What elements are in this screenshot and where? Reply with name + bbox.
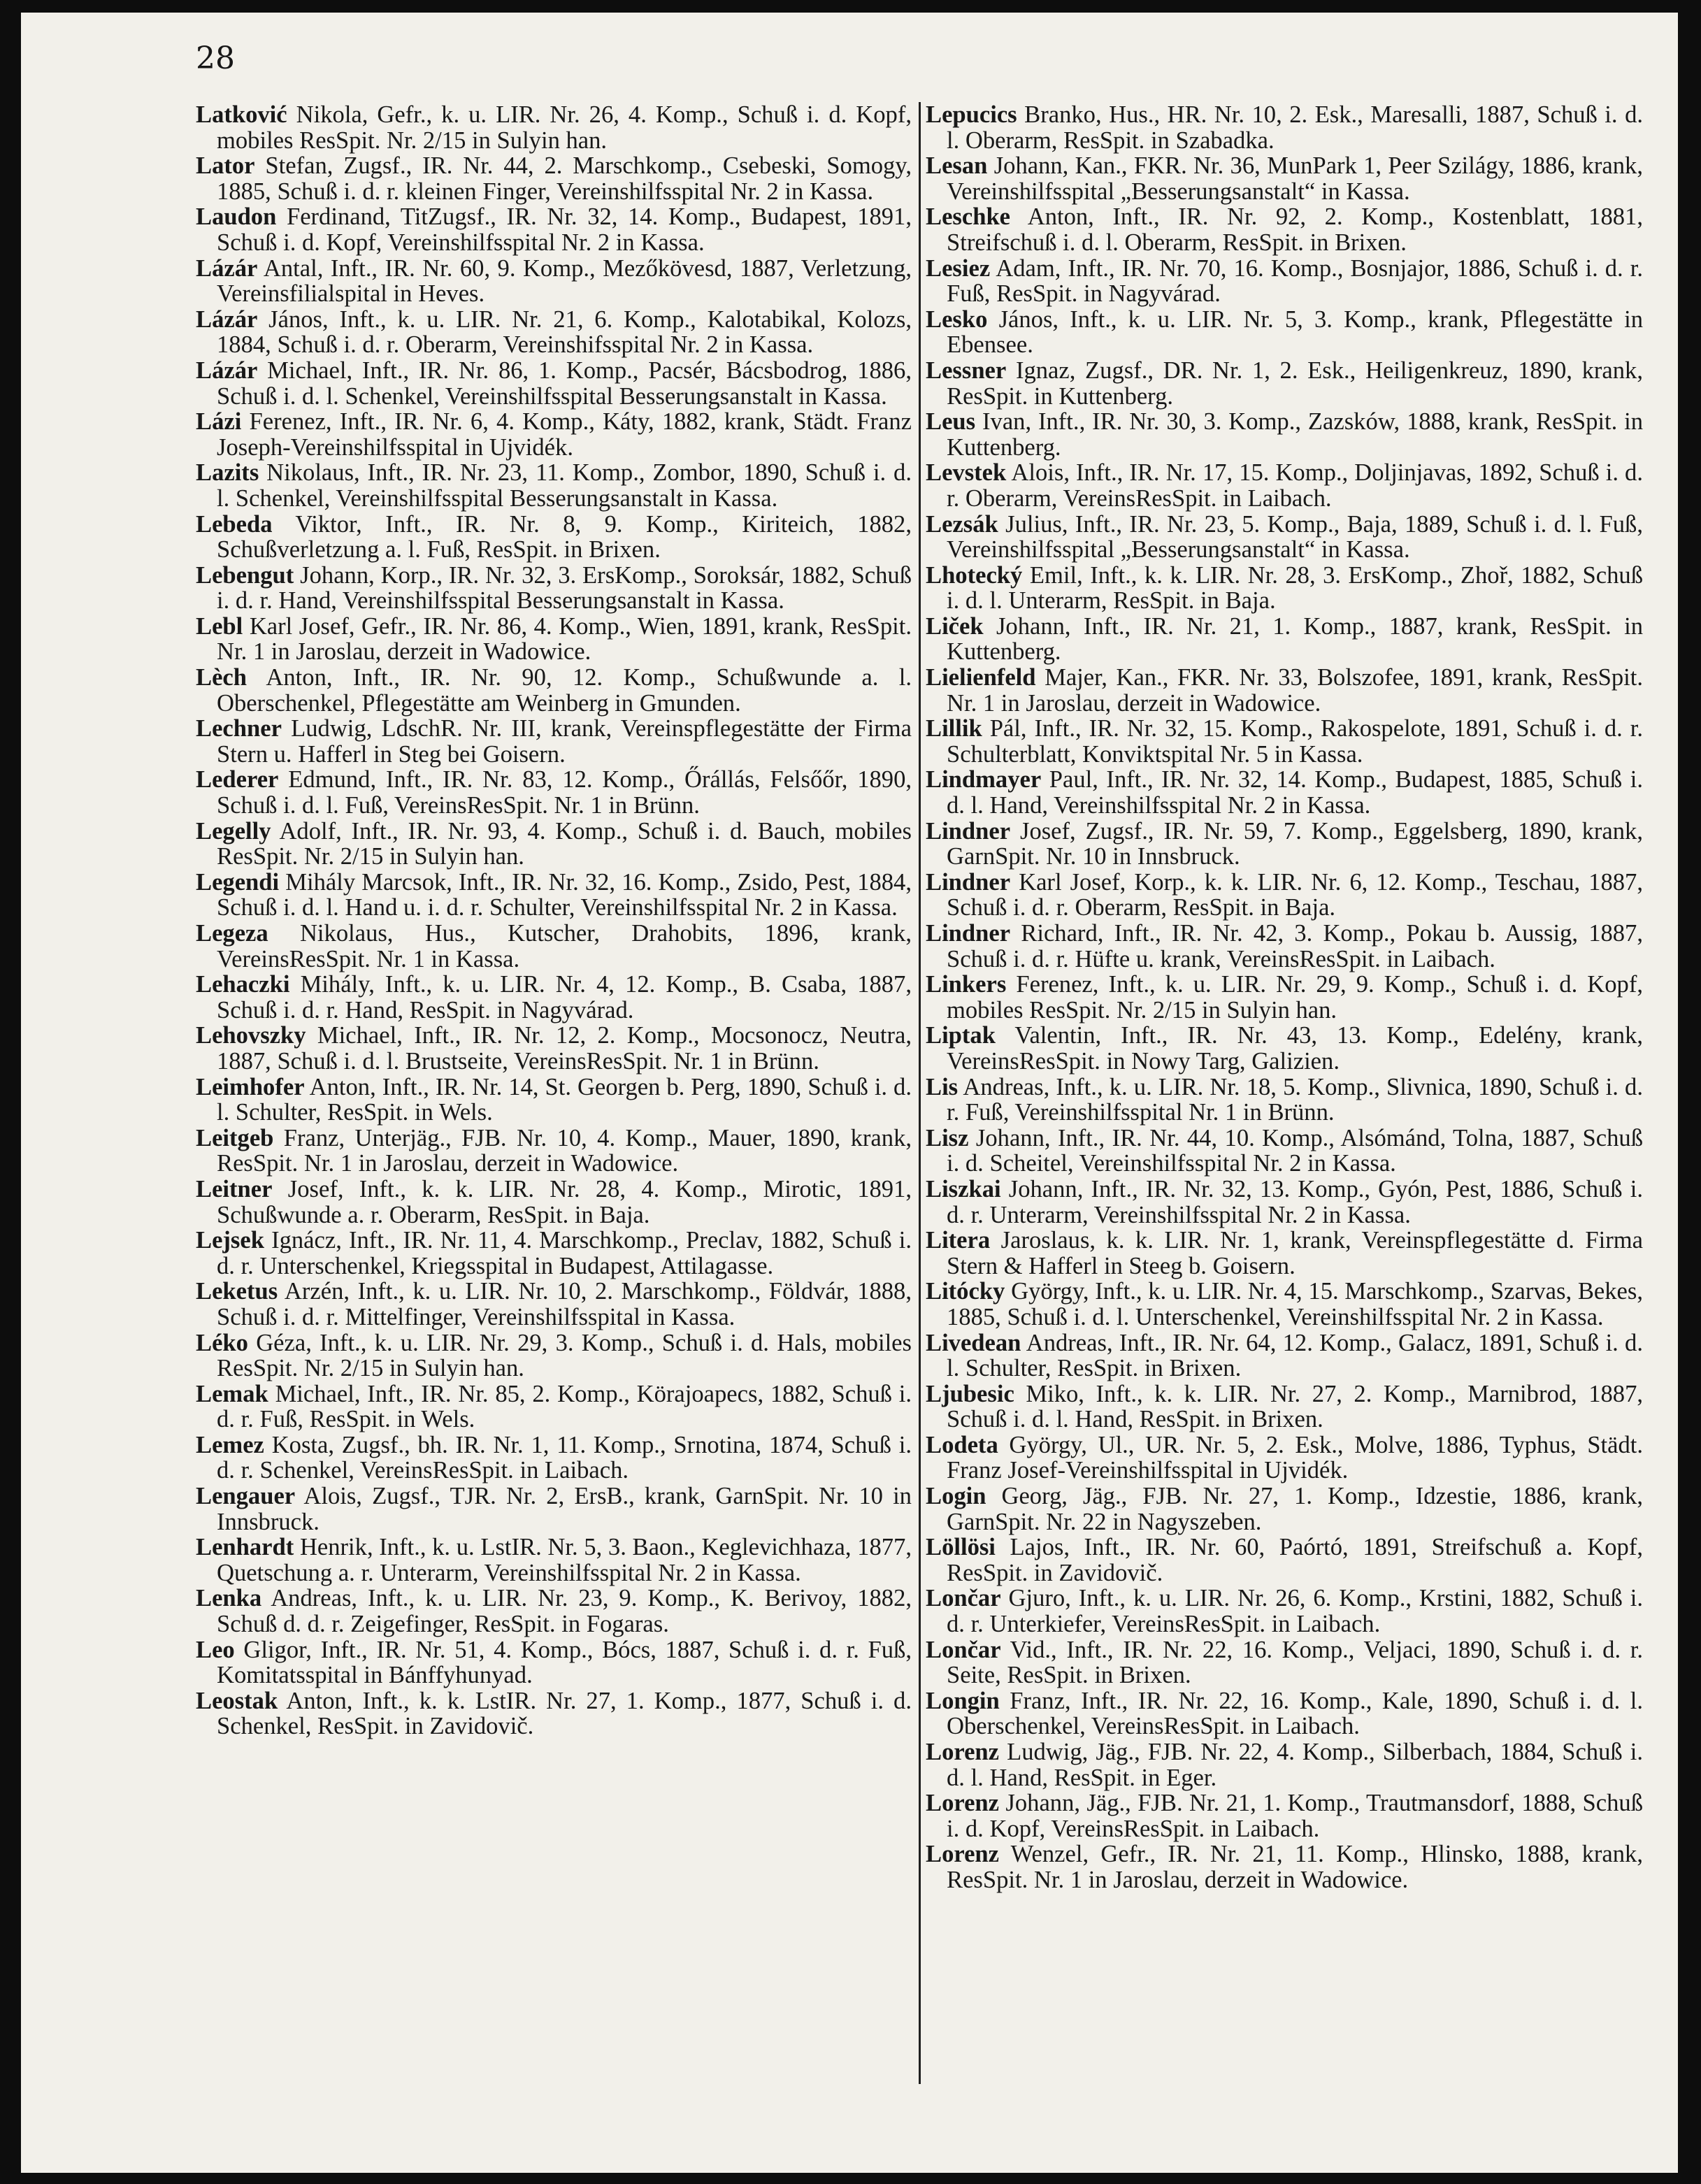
entry-surname: Livedean bbox=[926, 1329, 1021, 1356]
entry-surname: Liszkai bbox=[926, 1175, 1001, 1202]
register-entry bbox=[926, 1279, 1643, 1330]
entry-surname: Laudon bbox=[196, 203, 277, 231]
register-entry bbox=[926, 1586, 1643, 1637]
entry-details: Paul, Inft., IR. Nr. 32, 14. Komp., Budapest, 1885, Schuß i. d. l. Hand, Vereinshilfsspital Nr. 2 in Kassa. bbox=[947, 766, 1643, 819]
entry-surname: Leketus bbox=[196, 1278, 278, 1305]
page-number: 28 bbox=[196, 41, 235, 76]
register-entry bbox=[926, 102, 1643, 153]
entry-details: Ferdinand, TitZugsf., IR. Nr. 32, 14. Komp., Budapest, 1891, Schuß i. d. Kopf, Vereinshilfsspital Nr. 2 in Kassa. bbox=[217, 203, 912, 256]
entry-surname: Lindmayer bbox=[926, 766, 1042, 793]
entry-surname: Lončar bbox=[926, 1585, 1001, 1612]
entry-surname: Lebeda bbox=[196, 510, 273, 538]
entry-details: Ferenez, Inft., IR. Nr. 6, 4. Komp., Káty, 1882, krank, Städt. Franz Joseph-Vereinshilfsspital in Ujvidék. bbox=[217, 408, 912, 461]
entry-surname: Lillik bbox=[926, 715, 982, 742]
entry-surname: Lator bbox=[196, 152, 255, 180]
register-entry bbox=[196, 563, 912, 614]
entry-details: Arzén, Inft., k. u. LIR. Nr. 10, 2. Marschkomp., Földvár, 1888, Schuß i. d. r. Mittelfinger, Vereinshilfsspital in Kassa. bbox=[217, 1278, 912, 1330]
register-entry bbox=[196, 204, 912, 255]
register-entry bbox=[926, 614, 1643, 665]
entry-details: Anton, Inft., IR. Nr. 90, 12. Komp., Schußwunde a. l. Oberschenkel, Pflegestätte am Weinberg in Gmunden. bbox=[217, 664, 912, 717]
entry-surname: Litera bbox=[926, 1227, 991, 1254]
entry-details: Anton, Inft., IR. Nr. 92, 2. Komp., Kostenblatt, 1881, Streifschuß i. d. l. Oberarm, ResSpit. in Brixen. bbox=[947, 203, 1643, 256]
register-entry bbox=[196, 767, 912, 818]
entry-surname: Leus bbox=[926, 408, 976, 436]
entry-surname: Latković bbox=[196, 101, 287, 128]
entry-details: Karl Josef, Gefr., IR. Nr. 86, 4. Komp., Wien, 1891, krank, ResSpit. Nr. 1 in Jaroslau, derzeit in Wadowice. bbox=[217, 612, 912, 666]
register-entry bbox=[926, 1432, 1643, 1483]
entry-surname: Login bbox=[926, 1483, 986, 1510]
register-entry bbox=[196, 1177, 912, 1228]
register-entry bbox=[196, 358, 912, 409]
register-entry bbox=[196, 512, 912, 563]
entry-surname: Lázi bbox=[196, 408, 242, 436]
register-entry bbox=[926, 819, 1643, 870]
register-entry bbox=[196, 1688, 912, 1739]
entry-details: György, Inft., k. u. LIR. Nr. 4, 15. Marschkomp., Szarvas, Bekes, 1885, Schuß i. d. l. Unterschenkel, Vereinshilfsspital Nr. 2 in Kassa. bbox=[947, 1278, 1643, 1330]
entry-details: Branko, Hus., HR. Nr. 10, 2. Esk., Maresalli, 1887, Schuß i. d. l. Oberarm, ResSpit. in Szabadka. bbox=[947, 101, 1643, 154]
entry-surname: Lèch bbox=[196, 664, 247, 691]
entry-details: Josef, Inft., k. k. LIR. Nr. 28, 4. Komp., Mirotic, 1891, Schußwunde a. r. Oberarm, ResSpit. in Baja. bbox=[217, 1175, 912, 1228]
register-entry bbox=[926, 409, 1643, 460]
entry-surname: Lemak bbox=[196, 1380, 268, 1407]
register-entry bbox=[196, 307, 912, 358]
entry-surname: Lindner bbox=[926, 868, 1011, 896]
register-entry bbox=[926, 1841, 1643, 1892]
entry-surname: Legelly bbox=[196, 817, 271, 845]
entry-details: Stefan, Zugsf., IR. Nr. 44, 2. Marschkomp., Csebeski, Somogy, 1885, Schuß i. d. r. kleinen Finger, Vereinshilfsspital Nr. 2 in Kassa. bbox=[217, 152, 912, 205]
entry-surname: Linkers bbox=[926, 971, 1007, 998]
register-entry bbox=[926, 1228, 1643, 1279]
entry-surname: Longin bbox=[926, 1687, 1000, 1714]
entry-details: Edmund, Inft., IR. Nr. 83, 12. Komp., Őrállás, Felsőőr, 1890, Schuß i. d. l. Fuß, VereinsResSpit. Nr. 1 in Brünn. bbox=[217, 766, 912, 819]
entry-surname: Legeza bbox=[196, 920, 268, 947]
register-entry bbox=[926, 1075, 1643, 1126]
entry-surname: Lemez bbox=[196, 1431, 264, 1458]
entry-surname: Lorenz bbox=[926, 1841, 1000, 1868]
entry-details: Adam, Inft., IR. Nr. 70, 16. Komp., Bosnjajor, 1886, Schuß i. d. r. Fuß, ResSpit. in Nagyvárad. bbox=[947, 254, 1643, 308]
entry-surname: Lenka bbox=[196, 1585, 262, 1612]
entry-details: Adolf, Inft., IR. Nr. 93, 4. Komp., Schuß i. d. Bauch, mobiles ResSpit. Nr. 2/15 in Sulyin han. bbox=[217, 817, 912, 870]
entry-details: János, Inft., k. u. LIR. Nr. 21, 6. Komp., Kalotabikal, Kolozs, 1884, Schuß i. d. r. Oberarm, Vereinshifsspital Nr. 2 in Kassa. bbox=[217, 306, 912, 359]
register-entry bbox=[196, 716, 912, 767]
entry-details: Johann, Korp., IR. Nr. 32, 3. ErsKomp., Soroksár, 1882, Schuß i. d. r. Hand, Vereinshilfsspital Besserungsanstalt in Kassa. bbox=[217, 561, 912, 615]
register-entry bbox=[926, 307, 1643, 358]
entry-surname: Lessner bbox=[926, 357, 1007, 384]
register-entry bbox=[926, 1535, 1643, 1586]
entry-details: Géza, Inft., k. u. LIR. Nr. 29, 3. Komp., Schuß i. d. Hals, mobiles ResSpit. Nr. 2/15 in Sulyin han. bbox=[217, 1329, 912, 1382]
entry-surname: Levstek bbox=[926, 459, 1007, 487]
entry-details: Julius, Inft., IR. Nr. 23, 5. Komp., Baja, 1889, Schuß i. d. l. Fuß, Vereinshilfsspital „Besserungsanstalt“ in Kassa. bbox=[947, 510, 1643, 563]
register-entry bbox=[196, 1586, 912, 1637]
register-entry bbox=[196, 665, 912, 716]
register-entry bbox=[196, 1432, 912, 1483]
register-entry bbox=[926, 1688, 1643, 1739]
left-column bbox=[196, 102, 912, 1739]
register-entry bbox=[196, 1483, 912, 1535]
entry-details: Anton, Inft., k. k. LstIR. Nr. 27, 1. Komp., 1877, Schuß i. d. Schenkel, ResSpit. in Zavidovič. bbox=[217, 1687, 912, 1740]
entry-details: Kosta, Zugsf., bh. IR. Nr. 1, 11. Komp., Srnotina, 1874, Schuß i. d. r. Schenkel, VereinsResSpit. in Laibach. bbox=[217, 1431, 912, 1484]
register-entry bbox=[926, 921, 1643, 972]
entry-details: Pál, Inft., IR. Nr. 32, 15. Komp., Rakospelote, 1891, Schuß i. d. r. Schulterblatt, Konviktspital Nr. 5 in Kassa. bbox=[947, 715, 1643, 768]
entry-surname: Lebl bbox=[196, 612, 243, 640]
entry-details: Mihály, Inft., k. u. LIR. Nr. 4, 12. Komp., B. Csaba, 1887, Schuß i. d. r. Hand, ResSpit. in Nagyvárad. bbox=[217, 971, 912, 1023]
entry-details: Ludwig, LdschR. Nr. III, krank, Vereinspflegestätte der Firma Stern u. Hafferl in Steg bei Goisern. bbox=[217, 715, 912, 768]
entry-surname: Liček bbox=[926, 612, 984, 640]
entry-surname: Lengauer bbox=[196, 1483, 296, 1510]
entry-surname: Leitner bbox=[196, 1175, 273, 1202]
entry-details: Nikolaus, Inft., IR. Nr. 23, 11. Komp., Zombor, 1890, Schuß i. d. l. Schenkel, Vereinshilfsspital Besserungsanstalt in Kassa. bbox=[217, 459, 912, 512]
entry-surname: Legendi bbox=[196, 868, 280, 896]
entry-surname: Leschke bbox=[926, 203, 1011, 231]
register-entry bbox=[926, 153, 1643, 204]
entry-surname: Lechner bbox=[196, 715, 282, 742]
entry-surname: Leitgeb bbox=[196, 1124, 274, 1151]
register-entry bbox=[926, 1126, 1643, 1177]
document-page bbox=[21, 13, 1678, 2173]
register-entry bbox=[196, 1535, 912, 1586]
entry-surname: Leostak bbox=[196, 1687, 278, 1714]
entry-surname: Lederer bbox=[196, 766, 279, 793]
entry-surname: Lesiez bbox=[926, 254, 991, 282]
entry-details: János, Inft., k. u. LIR. Nr. 5, 3. Komp., krank, Pflegestätte in Ebensee. bbox=[947, 306, 1643, 359]
entry-surname: Lindner bbox=[926, 920, 1011, 947]
entry-surname: Lepucics bbox=[926, 101, 1017, 128]
entry-details: Richard, Inft., IR. Nr. 42, 3. Komp., Pokau b. Aussig, 1887, Schuß i. d. r. Hüfte u. krank, VereinsResSpit. in Laibach. bbox=[947, 920, 1643, 972]
register-entry bbox=[196, 1126, 912, 1177]
entry-surname: Lončar bbox=[926, 1636, 1001, 1663]
entry-details: Alois, Zugsf., TJR. Nr. 2, ErsB., krank, GarnSpit. Nr. 10 in Innsbruck. bbox=[217, 1483, 912, 1535]
entry-details: Michael, Inft., IR. Nr. 86, 1. Komp., Pacsér, Bácsbodrog, 1886, Schuß i. d. l. Schenkel, Vereinshilfsspital Besserungsanstalt in Kassa. bbox=[217, 357, 912, 410]
register-entry bbox=[196, 1023, 912, 1074]
entry-details: Johann, Inft., IR. Nr. 32, 13. Komp., Gyón, Pest, 1886, Schuß i. d. r. Unterarm, Vereinshilfsspital Nr. 2 in Kassa. bbox=[947, 1175, 1643, 1228]
register-entry bbox=[926, 767, 1643, 818]
entry-details: Franz, Unterjäg., FJB. Nr. 10, 4. Komp., Mauer, 1890, krank, ResSpit. Nr. 1 in Jaroslau, derzeit in Wadowice. bbox=[217, 1124, 912, 1177]
register-entry bbox=[196, 460, 912, 511]
register-entry bbox=[196, 870, 912, 921]
entry-surname: Lielienfeld bbox=[926, 664, 1036, 691]
entry-details: Michael, Inft., IR. Nr. 85, 2. Komp., Körajoapecs, 1882, Schuß i. d. r. Fuß, ResSpit. in Wels. bbox=[217, 1380, 912, 1433]
register-entry bbox=[926, 1790, 1643, 1841]
entry-surname: Lazits bbox=[196, 459, 259, 487]
entry-details: Michael, Inft., IR. Nr. 12, 2. Komp., Mocsonocz, Neutra, 1887, Schuß i. d. l. Brustseite, VereinsResSpit. Nr. 1 in Brünn. bbox=[217, 1022, 912, 1075]
entry-surname: Lisz bbox=[926, 1124, 969, 1151]
entry-details: Vid., Inft., IR. Nr. 22, 16. Komp., Veljaci, 1890, Schuß i. d. r. Seite, ResSpit. in Brixen. bbox=[947, 1636, 1643, 1689]
entry-details: Lajos, Inft., IR. Nr. 60, Paórtó, 1891, Streifschuß a. Kopf, ResSpit. in Zavidovič. bbox=[947, 1534, 1643, 1586]
entry-details: Ivan, Inft., IR. Nr. 30, 3. Komp., Zazsków, 1888, krank, ResSpit. in Kuttenberg. bbox=[947, 408, 1643, 461]
register-entry bbox=[196, 614, 912, 665]
entry-details: Ferenez, Inft., k. u. LIR. Nr. 29, 9. Komp., Schuß i. d. Kopf, mobiles ResSpit. Nr. 2/15 in Sulyin han. bbox=[947, 971, 1643, 1023]
register-entry bbox=[926, 1177, 1643, 1228]
entry-details: Valentin, Inft., IR. Nr. 43, 13. Komp., Edelény, krank, VereinsResSpit. in Nowy Targ, Galizien. bbox=[947, 1022, 1643, 1075]
register-entry bbox=[196, 1381, 912, 1432]
entry-details: Nikolaus, Hus., Kutscher, Drahobits, 1896, krank, VereinsResSpit. Nr. 1 in Kassa. bbox=[217, 920, 912, 972]
entry-details: Johann, Kan., FKR. Nr. 36, MunPark 1, Peer Szilágy, 1886, krank, Vereinshilfsspital „Besserungsanstalt“ in Kassa. bbox=[947, 152, 1643, 205]
entry-details: Andreas, Inft., IR. Nr. 64, 12. Komp., Galacz, 1891, Schuß i. d. l. Schulter, ResSpit. in Brixen. bbox=[947, 1329, 1643, 1382]
register-entry bbox=[196, 256, 912, 307]
entry-surname: Lázár bbox=[196, 357, 258, 384]
entry-surname: Lenhardt bbox=[196, 1534, 294, 1561]
entry-details: Karl Josef, Korp., k. k. LIR. Nr. 6, 12. Komp., Teschau, 1887, Schuß i. d. r. Oberarm, ResSpit. in Baja. bbox=[947, 868, 1643, 921]
register-entry bbox=[196, 972, 912, 1023]
entry-details: Ludwig, Jäg., FJB. Nr. 22, 4. Komp., Silberbach, 1884, Schuß i. d. l. Hand, ResSpit. in Eger. bbox=[947, 1739, 1643, 1791]
entry-details: Johann, Inft., IR. Nr. 44, 10. Komp., Alsómánd, Tolna, 1887, Schuß i. d. Scheitel, Vereinshilfsspital Nr. 2 in Kassa. bbox=[947, 1124, 1643, 1177]
entry-surname: Lázár bbox=[196, 254, 258, 282]
entry-surname: Liptak bbox=[926, 1022, 996, 1049]
entry-details: Henrik, Inft., k. u. LstIR. Nr. 5, 3. Baon., Keglevichhaza, 1877, Quetschung a. r. Unterarm, Vereinshilfsspital Nr. 2 in Kassa. bbox=[217, 1534, 912, 1586]
entry-details: Miko, Inft., k. k. LIR. Nr. 27, 2. Komp., Marnibrod, 1887, Schuß i. d. l. Hand, ResSpit. in Brixen. bbox=[947, 1380, 1643, 1433]
register-entry bbox=[926, 512, 1643, 563]
entry-surname: Lebengut bbox=[196, 561, 294, 589]
entry-surname: Lorenz bbox=[926, 1739, 1000, 1765]
register-entry bbox=[926, 1023, 1643, 1074]
entry-details: Ignaz, Zugsf., DR. Nr. 1, 2. Esk., Heiligenkreuz, 1890, krank, ResSpit. in Kuttenberg. bbox=[947, 357, 1643, 410]
register-entry bbox=[926, 870, 1643, 921]
entry-details: Andreas, Inft., k. u. LIR. Nr. 23, 9. Komp., K. Berivoy, 1882, Schuß d. d. r. Zeigefinger, ResSpit. in Fogaras. bbox=[217, 1585, 912, 1638]
entry-details: Gjuro, Inft., k. u. LIR. Nr. 26, 6. Komp., Krstini, 1882, Schuß i. d. r. Unterkiefer, VereinsResSpit. in Laibach. bbox=[947, 1585, 1643, 1638]
register-entry bbox=[926, 204, 1643, 255]
entry-surname: Ljubesic bbox=[926, 1380, 1014, 1407]
register-entry bbox=[196, 409, 912, 460]
entry-surname: Lejsek bbox=[196, 1227, 264, 1254]
entry-surname: Lehovszky bbox=[196, 1022, 306, 1049]
register-entry bbox=[196, 1075, 912, 1126]
register-entry bbox=[196, 102, 912, 153]
entry-details: Emil, Inft., k. k. LIR. Nr. 28, 3. ErsKomp., Zhoř, 1882, Schuß i. d. l. Unterarm, ResSpit. in Baja. bbox=[947, 561, 1643, 615]
register-entry bbox=[926, 665, 1643, 716]
entry-details: Majer, Kan., FKR. Nr. 33, Bolszofee, 1891, krank, ResSpit. Nr. 1 in Jaroslau, derzeit in Wadowice. bbox=[947, 664, 1643, 717]
register-entry bbox=[926, 972, 1643, 1023]
register-entry bbox=[926, 716, 1643, 767]
register-entry bbox=[196, 1637, 912, 1688]
entry-surname: Leo bbox=[196, 1636, 235, 1663]
entry-details: Johann, Inft., IR. Nr. 21, 1. Komp., 1887, krank, ResSpit. in Kuttenberg. bbox=[947, 612, 1643, 666]
entry-details: Georg, Jäg., FJB. Nr. 27, 1. Komp., Idzestie, 1886, krank, GarnSpit. Nr. 22 in Nagyszeben. bbox=[947, 1483, 1643, 1535]
register-entry bbox=[926, 1739, 1643, 1790]
register-entry bbox=[196, 819, 912, 870]
entry-surname: Lodeta bbox=[926, 1431, 998, 1458]
entry-surname: Lindner bbox=[926, 817, 1011, 845]
register-entry bbox=[926, 1381, 1643, 1432]
entry-surname: Lorenz bbox=[926, 1790, 1000, 1817]
entry-surname: Lázár bbox=[196, 306, 258, 333]
entry-surname: Léko bbox=[196, 1329, 248, 1356]
register-entry bbox=[926, 1330, 1643, 1381]
register-entry bbox=[196, 153, 912, 204]
entry-surname: Löllösi bbox=[926, 1534, 996, 1561]
entry-details: Johann, Jäg., FJB. Nr. 21, 1. Komp., Trautmansdorf, 1888, Schuß i. d. Kopf, VereinsResSpit. in Laibach. bbox=[947, 1790, 1643, 1842]
register-entry bbox=[926, 256, 1643, 307]
entry-details: Mihály Marcsok, Inft., IR. Nr. 32, 16. Komp., Zsido, Pest, 1884, Schuß i. d. l. Hand u. i. d. r. Schulter, Vereinshilfsspital Nr. 2 in Kassa. bbox=[217, 868, 912, 921]
register-entry bbox=[926, 1637, 1643, 1688]
register-entry bbox=[926, 1483, 1643, 1535]
entry-details: Andreas, Inft., k. u. LIR. Nr. 18, 5. Komp., Slivnica, 1890, Schuß i. d. r. Fuß, Vereinshilfsspital Nr. 1 in Brünn. bbox=[947, 1073, 1643, 1126]
register-entry bbox=[926, 358, 1643, 409]
entry-surname: Lesko bbox=[926, 306, 988, 333]
entry-surname: Lis bbox=[926, 1073, 959, 1100]
entry-details: Wenzel, Gefr., IR. Nr. 21, 11. Komp., Hlinsko, 1888, krank, ResSpit. Nr. 1 in Jaroslau, derzeit in Wadowice. bbox=[947, 1841, 1643, 1893]
entry-details: Josef, Zugsf., IR. Nr. 59, 7. Komp., Eggelsberg, 1890, krank, GarnSpit. Nr. 10 in Innsbruck. bbox=[947, 817, 1643, 870]
entry-surname: Lezsák bbox=[926, 510, 998, 538]
entry-details: Viktor, Inft., IR. Nr. 8, 9. Komp., Kiriteich, 1882, Schußverletzung a. l. Fuß, ResSpit. in Brixen. bbox=[217, 510, 912, 563]
entry-details: Ignácz, Inft., IR. Nr. 11, 4. Marschkomp., Preclav, 1882, Schuß i. d. r. Unterschenkel, Kriegsspital in Budapest, Attilagasse. bbox=[217, 1227, 912, 1279]
register-entry bbox=[196, 1279, 912, 1330]
entry-details: Nikola, Gefr., k. u. LIR. Nr. 26, 4. Komp., Schuß i. d. Kopf, mobiles ResSpit. Nr. 2/15 in Sulyin han. bbox=[217, 101, 912, 154]
column-divider bbox=[919, 102, 921, 2084]
right-column bbox=[926, 102, 1643, 1893]
register-entry bbox=[196, 921, 912, 972]
entry-surname: Leimhofer bbox=[196, 1073, 305, 1100]
entry-details: Alois, Inft., IR. Nr. 17, 15. Komp., Doljinjavas, 1892, Schuß i. d. r. Oberarm, VereinsResSpit. in Laibach. bbox=[947, 459, 1643, 512]
entry-details: Anton, Inft., IR. Nr. 14, St. Georgen b. Perg, 1890, Schuß i. d. l. Schulter, ResSpit. in Wels. bbox=[217, 1073, 912, 1126]
register-entry bbox=[196, 1228, 912, 1279]
register-entry bbox=[196, 1330, 912, 1381]
entry-details: Antal, Inft., IR. Nr. 60, 9. Komp., Mezőkövesd, 1887, Verletzung, Vereinsfilialspital in Heves. bbox=[217, 254, 912, 308]
register-entry bbox=[926, 563, 1643, 614]
entry-details: Franz, Inft., IR. Nr. 22, 16. Komp., Kale, 1890, Schuß i. d. l. Oberschenkel, VereinsResSpit. in Laibach. bbox=[947, 1687, 1643, 1740]
entry-surname: Lhotecký bbox=[926, 561, 1023, 589]
entry-surname: Lesan bbox=[926, 152, 988, 180]
register-entry bbox=[926, 460, 1643, 511]
entry-details: Gligor, Inft., IR. Nr. 51, 4. Komp., Bócs, 1887, Schuß i. d. r. Fuß, Komitatsspital in Bánffyhunyad. bbox=[217, 1636, 912, 1689]
entry-details: György, Ul., UR. Nr. 5, 2. Esk., Molve, 1886, Typhus, Städt. Franz Josef-Vereinshilfsspital in Ujvidék. bbox=[947, 1431, 1643, 1484]
entry-details: Jaroslaus, k. k. LIR. Nr. 1, krank, Vereinspflegestätte d. Firma Stern & Hafferl in Steeg b. Goisern. bbox=[947, 1227, 1644, 1279]
entry-surname: Litócky bbox=[926, 1278, 1005, 1305]
entry-surname: Lehaczki bbox=[196, 971, 290, 998]
